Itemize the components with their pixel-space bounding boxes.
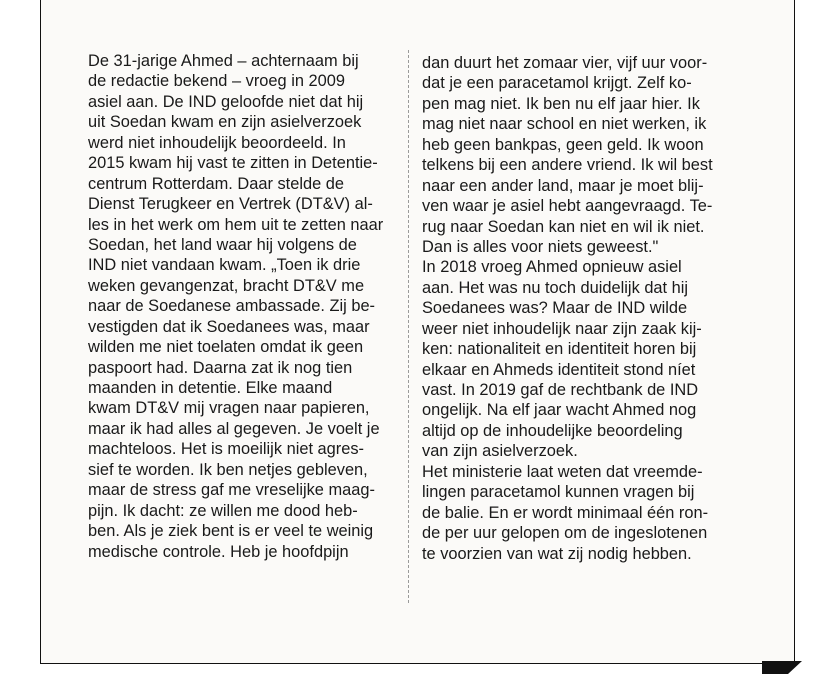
article-column-left [88,51,428,562]
text-line: wilden me niet toelaten omdat ik geen [88,338,364,357]
text-line: pijn. Ik dacht: ze willen me dood heb- [88,501,358,520]
text-line: sief te worden. Ik ben netjes gebleven, [88,460,368,479]
text-line: heb geen bankpas, geen geld. Ik woon [422,135,704,154]
text-line: Soedan, het land waar hij volgens de [88,235,357,254]
text-line: telkens bij een andere vriend. Ik wil best [422,156,713,175]
text-line: pen mag niet. Ik ben nu elf jaar hier. Ik [422,94,700,113]
text-line: centrum Rotterdam. Daar stelde de [88,174,344,193]
text-line: dan duurt het zomaar vier, vijf uur voor- [422,54,708,72]
text-line: aan. Het was nu toch duidelijk dat hij [422,278,689,297]
text-line: ken: nationaliteit en identiteit horen bij [422,340,697,359]
text-line: ven waar je asiel hebt aangevraagd. Te- [422,197,713,216]
text-line: maanden in detentie. Elke maand [88,379,333,397]
text-line: Soedanees was? Maar de IND wilde [422,299,688,318]
text-line: mag niet naar school en niet werken, ik [422,115,707,134]
text-line: maar de stress gaf me vreselijke maag- [88,481,375,500]
text-line: naar een ander land, maar je moet blij- [422,176,704,195]
text-line: maar ik had alles al gegeven. Je voelt je [88,419,380,438]
text-line: weken gevangenzat, bracht DT&V me [88,276,365,295]
article-frame [40,0,795,664]
text-line: medische controle. Heb je hoofdpijn [88,542,349,561]
article-column-right [422,53,762,564]
text-line: Het ministerie laat weten dat vreemde- [422,462,703,481]
text-line: kwam DT&V mij vragen naar papieren, [88,399,370,418]
text-line: lingen paracetamol kunnen vragen bij [422,483,695,502]
text-line: van zijn asielverzoek. [422,442,578,461]
text-line: rug naar Soedan kan niet en wil ik niet. [422,217,705,236]
text-line: uit Soedan kwam en zijn asielverzoek [88,113,362,132]
corner-triangle-icon [762,661,802,674]
text-line: dat je een paracetamol krijgt. Zelf ko- [422,74,692,93]
text-line: ben. Als je ziek bent is er veel te weinig [88,522,374,541]
text-line: vast. In 2019 gaf de rechtbank de IND [422,381,699,399]
text-line: De 31-jarige Ahmed – achternaam bij [88,52,359,70]
text-line: In 2018 vroeg Ahmed opnieuw asiel [422,258,682,277]
text-line: weer niet inhoudelijk naar zijn zaak kij- [422,319,702,338]
text-line: Dienst Terugkeer en Vertrek (DT&V) al- [88,195,373,214]
text-line: asiel aan. De IND geloofde niet dat hij [88,92,364,111]
text-line: naar de Soedanese ambassade. Zij be- [88,297,376,316]
text-line: de redactie bekend – vroeg in 2009 [88,72,345,91]
text-line: de balie. En er wordt minimaal één ron- [422,503,709,522]
text-line: ongelijk. Na elf jaar wacht Ahmed nog [422,401,697,420]
text-line: te voorzien van wat zij nodig hebben. [422,544,692,563]
text-line: Dan is alles voor niets geweest." [422,237,659,256]
text-line: de per uur gelopen om de ingeslotenen [422,524,708,543]
text-line: vestigden dat ik Soedanees was, maar [88,317,370,336]
text-line: paspoort had. Daarna zat ik nog tien [88,358,353,377]
text-line: les in het werk om hem uit te zetten naar [88,215,384,234]
column-divider [408,50,409,603]
text-line: machteloos. Het is moeilijk niet agres- [88,440,365,459]
text-line: 2015 kwam hij vast te zitten in Detentie- [88,154,378,173]
text-line: IND niet vandaan kwam. „Toen ik drie [88,256,361,275]
text-line: werd niet inhoudelijk beoordeeld. In [88,133,346,152]
text-line: altijd op de inhoudelijke beoordeling [422,421,683,440]
text-line: elkaar en Ahmeds identiteit stond níet [422,360,696,379]
